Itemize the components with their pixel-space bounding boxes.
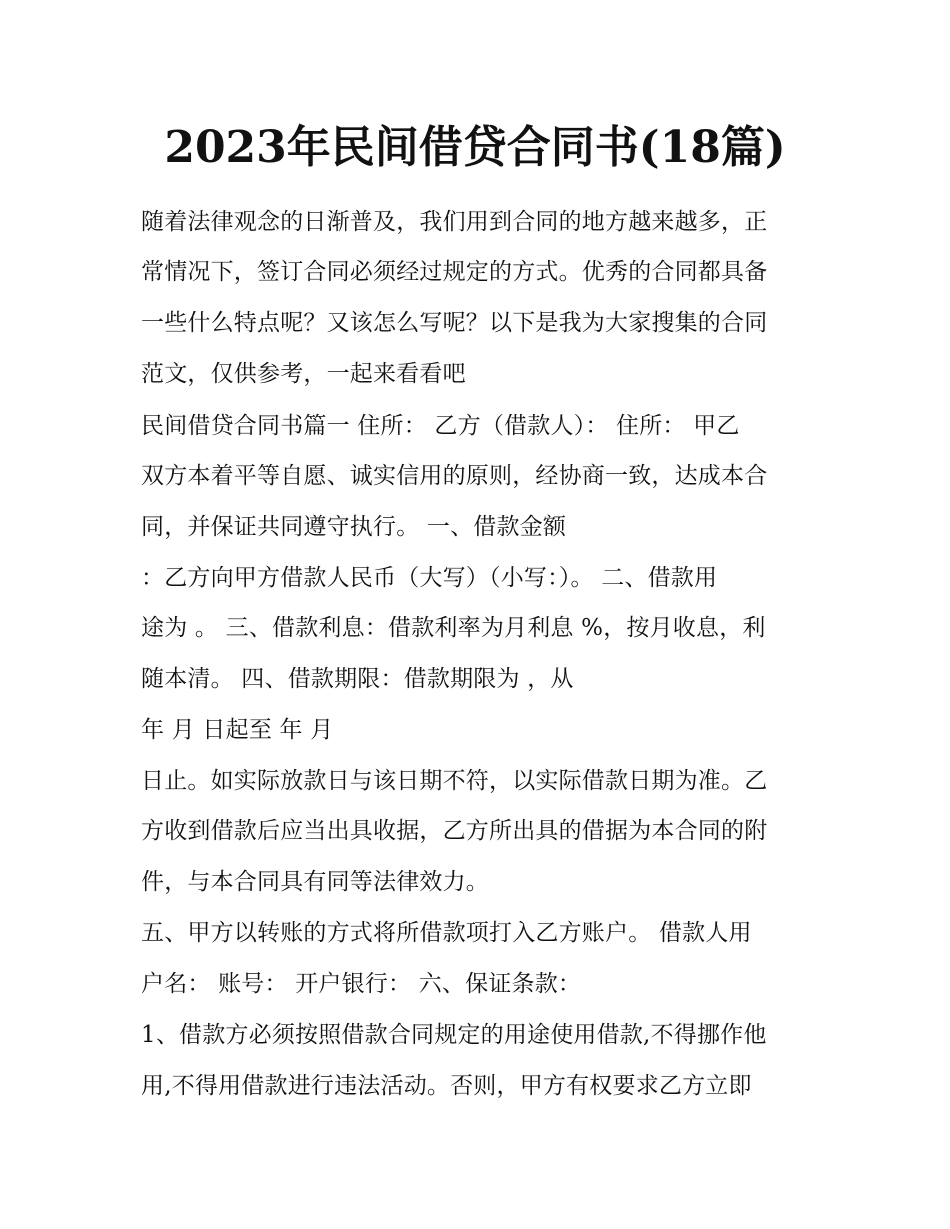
paragraph-line: 途为 。 三、借款利息：借款利率为月利息 %，按月收息，利 [141, 615, 766, 641]
paragraph-line: 同，并保证共同遵守执行。 一、借款金额 [141, 514, 567, 540]
paragraph-line: 日止。如实际放款日与该日期不符，以实际借款日期为准。乙 [141, 768, 768, 794]
paragraph-line: 五、甲方以转账的方式将所借款项打入乙方账户。 借款人用 [141, 920, 752, 946]
paragraph-line: 方收到借款后应当出具收据，乙方所出具的借据为本合同的附 [141, 818, 768, 844]
paragraph-line: 民间借贷合同书篇一 住所： 乙方（借款人）： 住所： 甲乙 [141, 413, 740, 439]
paragraph-line: 1、借款方必须按照借款合同规定的用途使用借款,不得挪作他 [141, 1022, 767, 1048]
paragraph-line: 双方本着平等自愿、诚实信用的原则，经协商一致，达成本合 [141, 463, 768, 489]
paragraph-line: ：乙方向甲方借款人民币（大写）（小写：）。 二、借款用 [141, 565, 718, 591]
paragraph-line: 件，与本合同具有同等法律效力。 [141, 869, 489, 895]
paragraph-line: 一些什么特点呢？又该怎么写呢？以下是我为大家搜集的合同 [141, 310, 768, 336]
paragraph-line: 随着法律观念的日渐普及，我们用到合同的地方越来越多，正 [141, 209, 768, 235]
paragraph-line: 用,不得用借款进行违法活动。否则，甲方有权要求乙方立即 [141, 1073, 752, 1099]
document-title: 2023年民间借贷合同书(18篇) [164, 122, 786, 173]
paragraph-line: 范文，仅供参考，一起来看看吧 [141, 361, 466, 387]
paragraph-line: 随本清。 四、借款期限：借款期限为 ，从 [141, 666, 574, 692]
paragraph-line: 年 月 日起至 年 月 [141, 717, 334, 743]
paragraph-line: 常情况下，签订合同必须经过规定的方式。优秀的合同都具备 [141, 259, 768, 285]
paragraph-line: 户名： 账号： 开户银行： 六、保证条款： [141, 971, 582, 997]
